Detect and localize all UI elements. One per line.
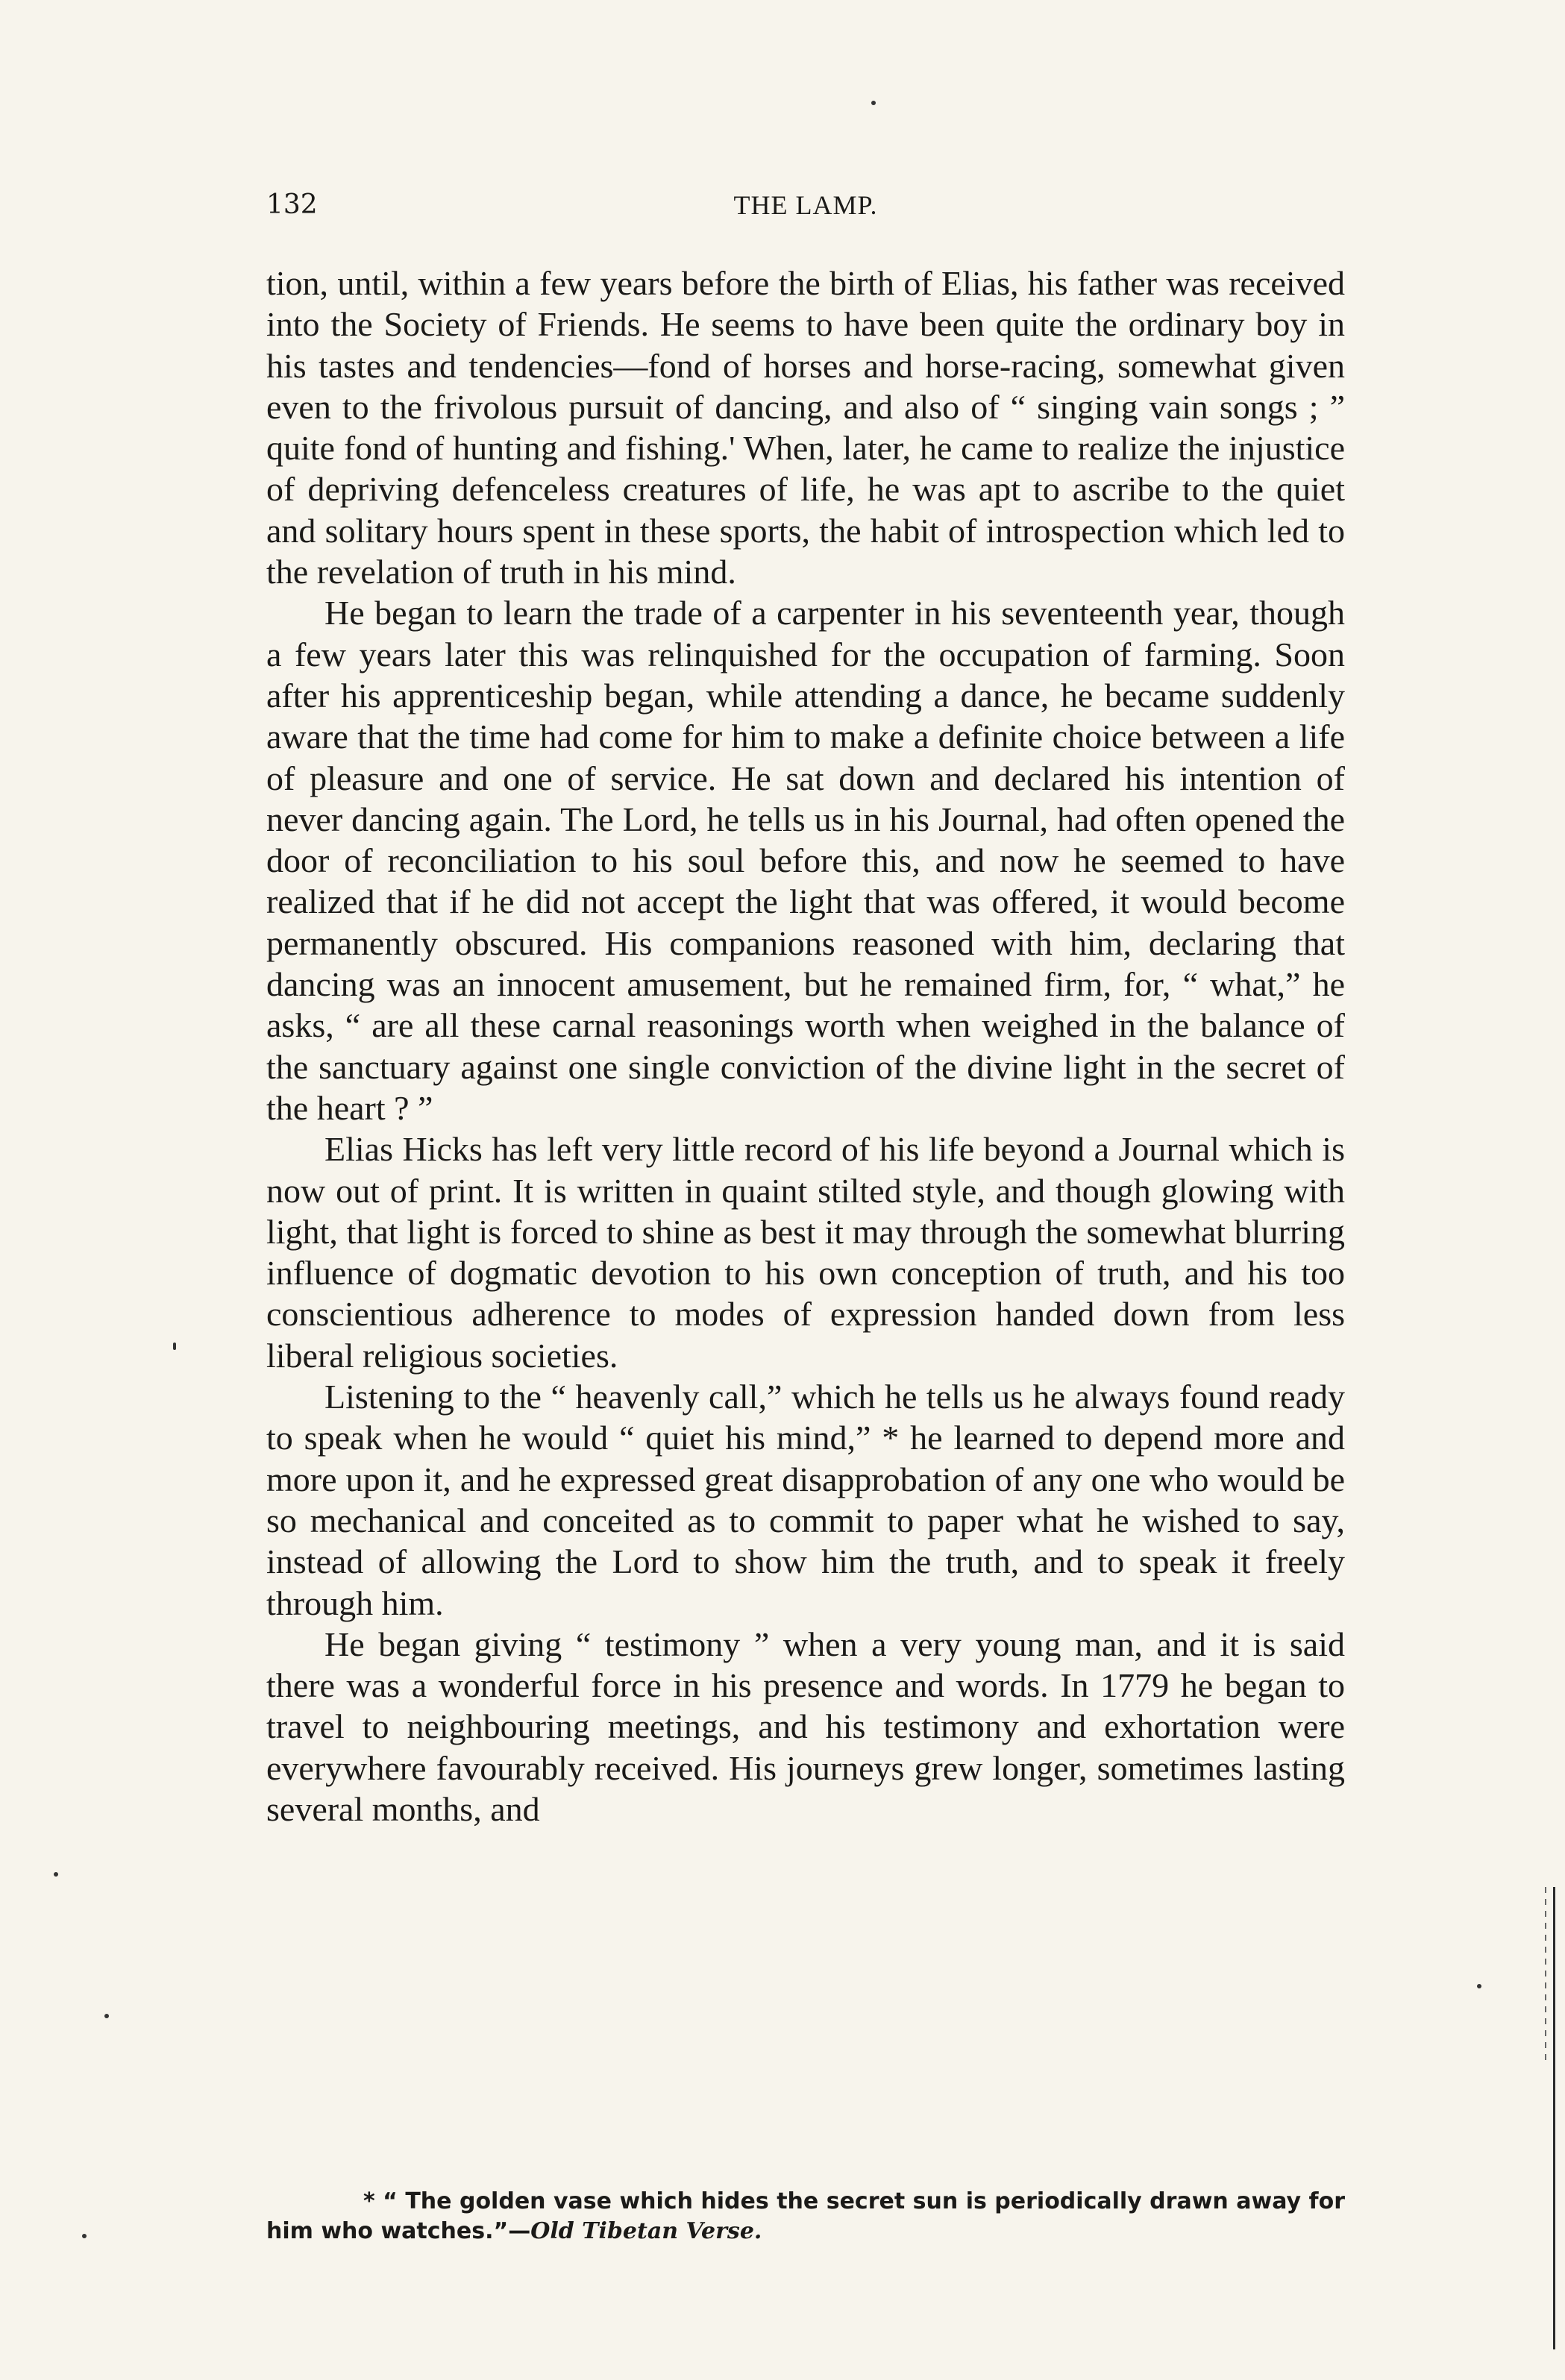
paragraph-2: He began to learn the trade of a carpenter in his seventeenth year, though a few years later this was relinquished for the occupation of farming. Soon after his apprenticeship began, while attending a dance, he became suddenly aware that the time had come for him to make a definite choice between a life of pleasure and one of service. He sat down and declared his intention of never dancing again. The Lord, he tells us in his Journal, had often opened the door of reconciliation to his soul before this, and now he seemed to have realized that if he did not accept the light that was offered, it would become permanently obscured. His companions reasoned with him, declaring that dancing was an innocent amusement, but he remained firm, for, “ what,” he asks, “ are all these carnal reasonings worth when weighed in the balance of the sanctuary against one single conviction of the divine light in the secret of the heart ? ” bbox=[266, 594, 1345, 1127]
footnote-text: * “ The golden vase which hides the secret sun is periodically drawn away for him who watches.”— bbox=[266, 2188, 1345, 2244]
page-number: 132 bbox=[266, 189, 318, 220]
running-title: THE LAMP. bbox=[733, 190, 878, 220]
page-header bbox=[266, 186, 1345, 224]
footnote-source: Old Tibetan Verse. bbox=[530, 2218, 762, 2244]
margin-speck bbox=[871, 101, 876, 105]
margin-speck bbox=[54, 1872, 58, 1877]
paragraph-4: Listening to the “ heavenly call,” which he tells us he always found ready to speak when he would “ quiet his mind,” * he learned to depend more and more upon it, and he expressed great disapprobation of any one who would be so mechanical and conceited as to commit to paper what he wished to say, instead of allowing the Lord to show him the truth, and to speak it freely through him. bbox=[266, 1378, 1345, 1622]
paragraph-5: He began giving “ testimony ” when a very young man, and it is said there was a wonderful force in his presence and words. In 1779 he began to travel to neighbouring meetings, and his testimony and exhortation were everywhere favourably received. His journeys grew longer, sometimes lasting several months, and bbox=[266, 1624, 1345, 1828]
paragraph-3: Elias Hicks has left very little record of his life beyond a Journal which is now out of print. It is written in quaint stilted style, and though glowing with light, that light is forced to shine as best it may through the somewhat blurring influence of dogmatic devotion to his own conception of truth, and his too conscientious adherence to modes of expression handed down from less liberal religious societies. bbox=[266, 1130, 1345, 1375]
body-text bbox=[266, 263, 1345, 1830]
margin-speck bbox=[82, 2234, 87, 2238]
margin-speck bbox=[173, 1343, 176, 1350]
page-edge-line bbox=[1553, 1887, 1555, 2349]
page-edge-dashes bbox=[1545, 1887, 1546, 2066]
paragraph-1: tion, until, within a few years before the birth of Elias, his father was received into the Society of Friends. He seems to have been quite the ordinary boy in his tastes and tendencies—fond of horses and horse-racing, somewhat given even to the frivolous pursuit of dancing, and also of “ singing vain songs ; ” quite fond of hunting and fishing.' When, later, he came to realize the injustice of depriving defenceless creatures of life, he was apt to ascribe to the quiet and solitary hours spent in these sports, the habit of introspection which led to the revelation of truth in his mind. bbox=[266, 264, 1345, 591]
margin-speck bbox=[1477, 1984, 1481, 1988]
footnote bbox=[266, 2187, 1345, 2246]
margin-speck bbox=[104, 2014, 109, 2018]
